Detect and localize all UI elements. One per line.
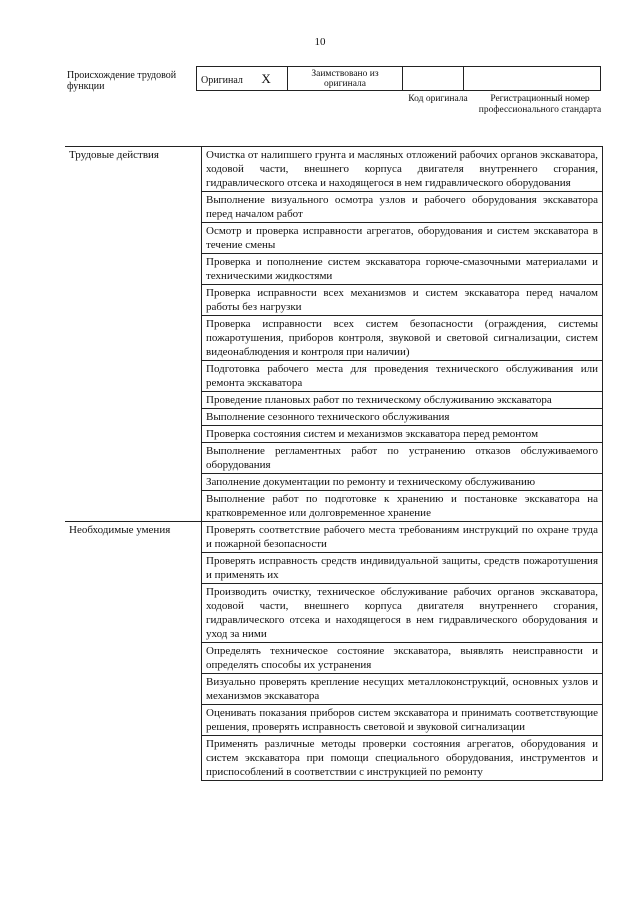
table-cell: Проверка исправности всех систем безопасности (ограждения, системы пожаротушения, приборов контроля, звуковой и световой сигнализации, систем видеонаблюдения и контроля при наличии) <box>202 316 603 361</box>
table-cell: Проверка состояния систем и механизмов экскаватора перед ремонтом <box>202 426 603 443</box>
table-cell: Проверка исправности всех механизмов и систем экскаватора перед началом работы без нагрузки <box>202 285 603 316</box>
table-cell: Осмотр и проверка исправности агрегатов, оборудования и систем экскаватора в течение смены <box>202 223 603 254</box>
origin-code-cell <box>403 67 464 91</box>
section-label: Необходимые умения <box>65 522 202 781</box>
table-cell: Выполнение регламентных работ по устранению отказов обслуживаемого оборудования <box>202 443 603 474</box>
origin-reg-cell <box>464 67 601 91</box>
table-cell: Проверка и пополнение систем экскаватора горюче-смазочными материалами и техническими жидкостями <box>202 254 603 285</box>
origin-borrowed-cell: Заимствовано из оригинала <box>288 67 403 91</box>
table-row <box>65 147 603 192</box>
reg-number-caption: Регистрационный номер профессионального стандарта <box>478 94 602 115</box>
functions-table <box>65 146 603 781</box>
origin-original-cell <box>197 67 288 91</box>
origin-original-label: Оригинал <box>201 74 243 86</box>
table-row <box>65 522 603 553</box>
table-cell: Подготовка рабочего места для проведения технического обслуживания или ремонта экскаватора <box>202 361 603 392</box>
code-caption: Код оригинала <box>408 94 468 104</box>
table-cell: Выполнение сезонного технического обслуживания <box>202 409 603 426</box>
page-number: 10 <box>314 36 326 48</box>
section-label: Трудовые действия <box>65 147 202 522</box>
table-cell: Выполнение работ по подготовке к хранению и постановке экскаватора на кратковременное или долговременное хранение <box>202 491 603 522</box>
origin-label: Происхождение трудовой функции <box>67 70 177 92</box>
origin-original-mark: X <box>261 70 271 86</box>
table-cell: Визуально проверять крепление несущих металлоконструкций, основных узлов и механизмов экскаватора <box>202 674 603 705</box>
origin-table <box>196 66 601 91</box>
table-cell: Очистка от налипшего грунта и масляных отложений рабочих органов экскаватора, ходовой части, внешнего корпуса двигателя внутреннего сгорания, гидравлического отсека и находящегося в нем гидравлического оборудования <box>202 147 603 192</box>
table-cell: Заполнение документации по ремонту и техническому обслуживанию <box>202 474 603 491</box>
table-cell: Проведение плановых работ по техническому обслуживанию экскаватора <box>202 392 603 409</box>
table-cell: Проверять соответствие рабочего места требованиям инструкций по охране труда и пожарной безопасности <box>202 522 603 553</box>
table-cell: Оценивать показания приборов систем экскаватора и принимать соответствующие решения, проверять исправность световой и звуковой сигнализации <box>202 705 603 736</box>
table-cell: Определять техническое состояние экскаватора, выявлять неисправности и определять способы их устранения <box>202 643 603 674</box>
table-cell: Производить очистку, техническое обслуживание рабочих органов экскаватора, ходовой части, внешнего корпуса двигателя внутреннего сгорания, гидравлического отсека и находящегося в нем гидравлического оборудования и уход за ними <box>202 584 603 643</box>
table-cell: Выполнение визуального осмотра узлов и рабочего оборудования экскаватора перед началом работ <box>202 192 603 223</box>
table-cell: Проверять исправность средств индивидуальной защиты, средств пожаротушения и применять их <box>202 553 603 584</box>
table-cell: Применять различные методы проверки состояния агрегатов, оборудования и систем экскаватора при помощи специального оборудования, инструментов и приспособлений в соответствии с инструкцией по ремонту <box>202 736 603 781</box>
